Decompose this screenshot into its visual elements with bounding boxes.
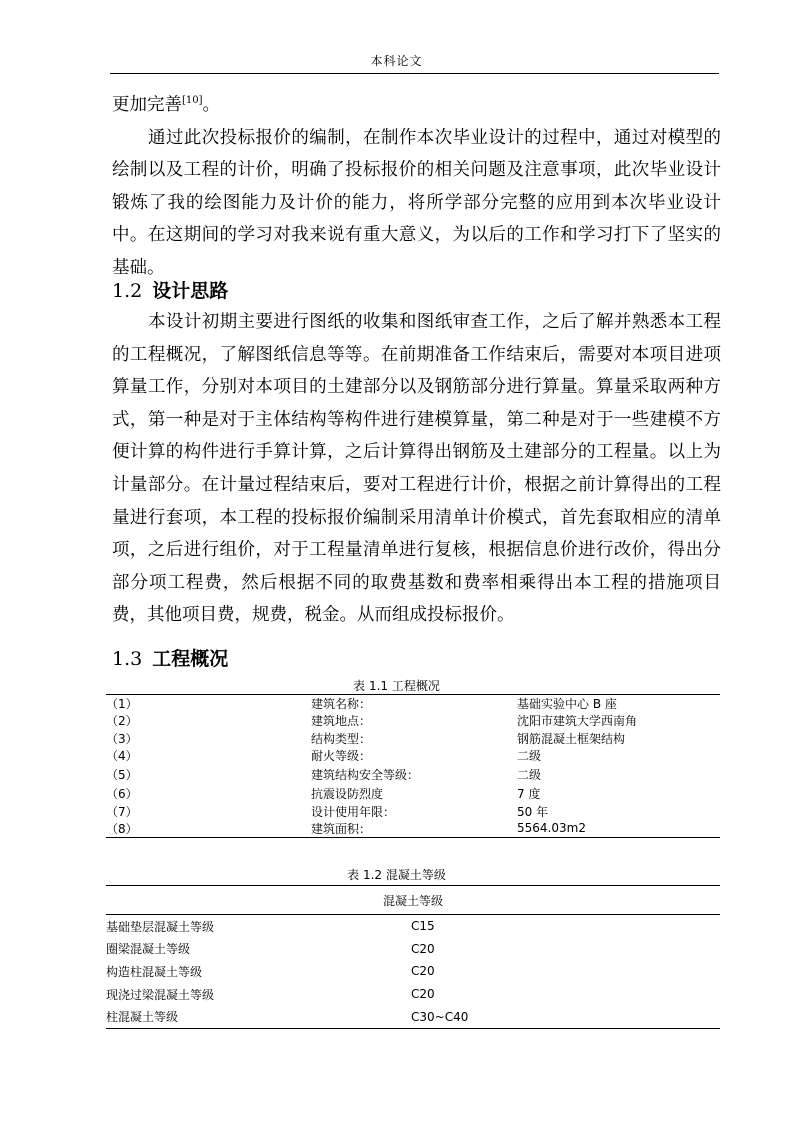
item-cell: 结构类型： [311,731,372,746]
table-row [106,1005,720,1028]
value-cell: 二级 [517,748,542,763]
project-overview-table [106,694,720,838]
value-cell: C20 [411,987,435,1002]
table-row [106,712,720,729]
value-cell: 沈阳市建筑大学西南角 [517,714,638,729]
table-row [106,785,720,802]
table-row [106,764,720,785]
value-cell: 钢筋混凝土框架结构 [517,731,626,746]
value-cell: C15 [411,919,435,934]
table-row [106,938,720,961]
value-cell: 50 年 [517,804,549,819]
row-number-cell: （1） [106,695,311,713]
citation-ref: [10] [182,95,203,106]
running-header: 本科论文 [370,54,423,68]
item-cell: 现浇过梁混凝土等级 [106,987,215,1002]
paragraph-continued-text: 更加完善 [112,95,182,115]
table-row [106,960,720,983]
table-row [106,820,720,838]
paragraph-design-approach: 本设计初期主要进行图纸的收集和图纸审查工作，之后了解并熟悉本工程的工程概况，了解图纸信息等等。在前期准备工作结束后，需要对本项目进项算量工作，分别对本项目的土建部分以及钢筋部分进行算量。算量采取两种方式，第一种是对于主体结构等构件进行建模算量，第二种是对于一些建模不方便计算的构件进行手算计算，之后计算得出钢筋及土建部分的工程量。以上为计量部分。在计量过程结束后，要对工程进行计价，根据之前计算得出的工程量进行套项，本工程的投标报价编制采用清单计价模式，首先套取相应的清单项，之后进行组价，对于工程量清单进行复核，根据信息价进行改价，得出分部分项工程费，然后根据不同的取费基数和费率相乘得出本工程的措施项目费，其他项目费，规费，税金。从而组成投标报价。 [112,312,721,626]
item-cell: 建筑名称： [311,695,517,713]
table-row [106,915,720,938]
row-number-cell: （3） [106,731,138,746]
section-title: 设计思路 [152,280,229,302]
row-number-cell: （7） [106,804,138,819]
item-cell: 设计使用年限： [311,804,396,819]
value-cell: C20 [411,941,435,956]
row-number-cell: （5） [106,768,138,783]
paragraph-summary: 通过此次投标报价的编制，在制作本次毕业设计的过程中，通过对模型的绘制以及工程的计价，明确了投标报价的相关问题及注意事项，此次毕业设计锻炼了我的绘图能力及计价的能力，将所学部分完整的应用到本次毕业设计中。在这期间的学习对我来说有重大意义，为以后的工作和学习打下了坚实的基础。 [112,127,721,278]
value-cell: 7 度 [517,787,541,802]
row-number-cell: （8） [106,820,311,838]
section-heading-1-3 [112,644,228,671]
row-number-cell: （4） [106,748,138,763]
paragraph-continued [112,89,721,122]
section-heading-1-2 [112,276,228,303]
section-number: 1.3 [112,648,143,670]
table-row [106,729,720,746]
item-cell: 耐火等级： [311,748,372,763]
table-row [106,803,720,820]
section-title: 工程概况 [152,648,229,670]
value-cell: 基础实验中心 B 座 [517,695,720,713]
paragraph-continued-end: 。 [202,95,221,115]
item-cell: 建筑面积： [311,820,517,838]
body-text-block [112,89,721,285]
section-number: 1.2 [112,280,143,302]
item-cell: 圈梁混凝土等级 [106,942,191,957]
value-cell: C30~C40 [411,1005,720,1028]
table-row [106,695,720,713]
row-number-cell: （6） [106,787,138,802]
item-cell: 建筑结构安全等级： [311,768,420,783]
body-text-block-2 [112,306,721,632]
row-number-cell: （2） [106,714,138,729]
value-cell: C20 [411,964,435,979]
item-cell: 抗震设防烈度 [311,787,384,802]
value-cell: 二级 [517,768,542,783]
item-cell: 柱混凝土等级 [106,1005,411,1028]
table-row [106,983,720,1006]
item-cell: 基础垫层混凝土等级 [106,919,215,934]
value-cell: 5564.03m2 [517,820,720,838]
table-header-row [106,886,720,915]
concrete-grade-table [106,885,720,1029]
header-rule [110,73,719,74]
table-row [106,747,720,764]
table-2-caption: 表 1.2 混凝土等级 [347,868,446,882]
item-cell: 构造柱混凝土等级 [106,964,203,979]
table-header-cell: 混凝土等级 [106,886,720,915]
table-1-caption: 表 1.1 工程概况 [353,679,440,693]
item-cell: 建筑地点： [311,714,372,729]
